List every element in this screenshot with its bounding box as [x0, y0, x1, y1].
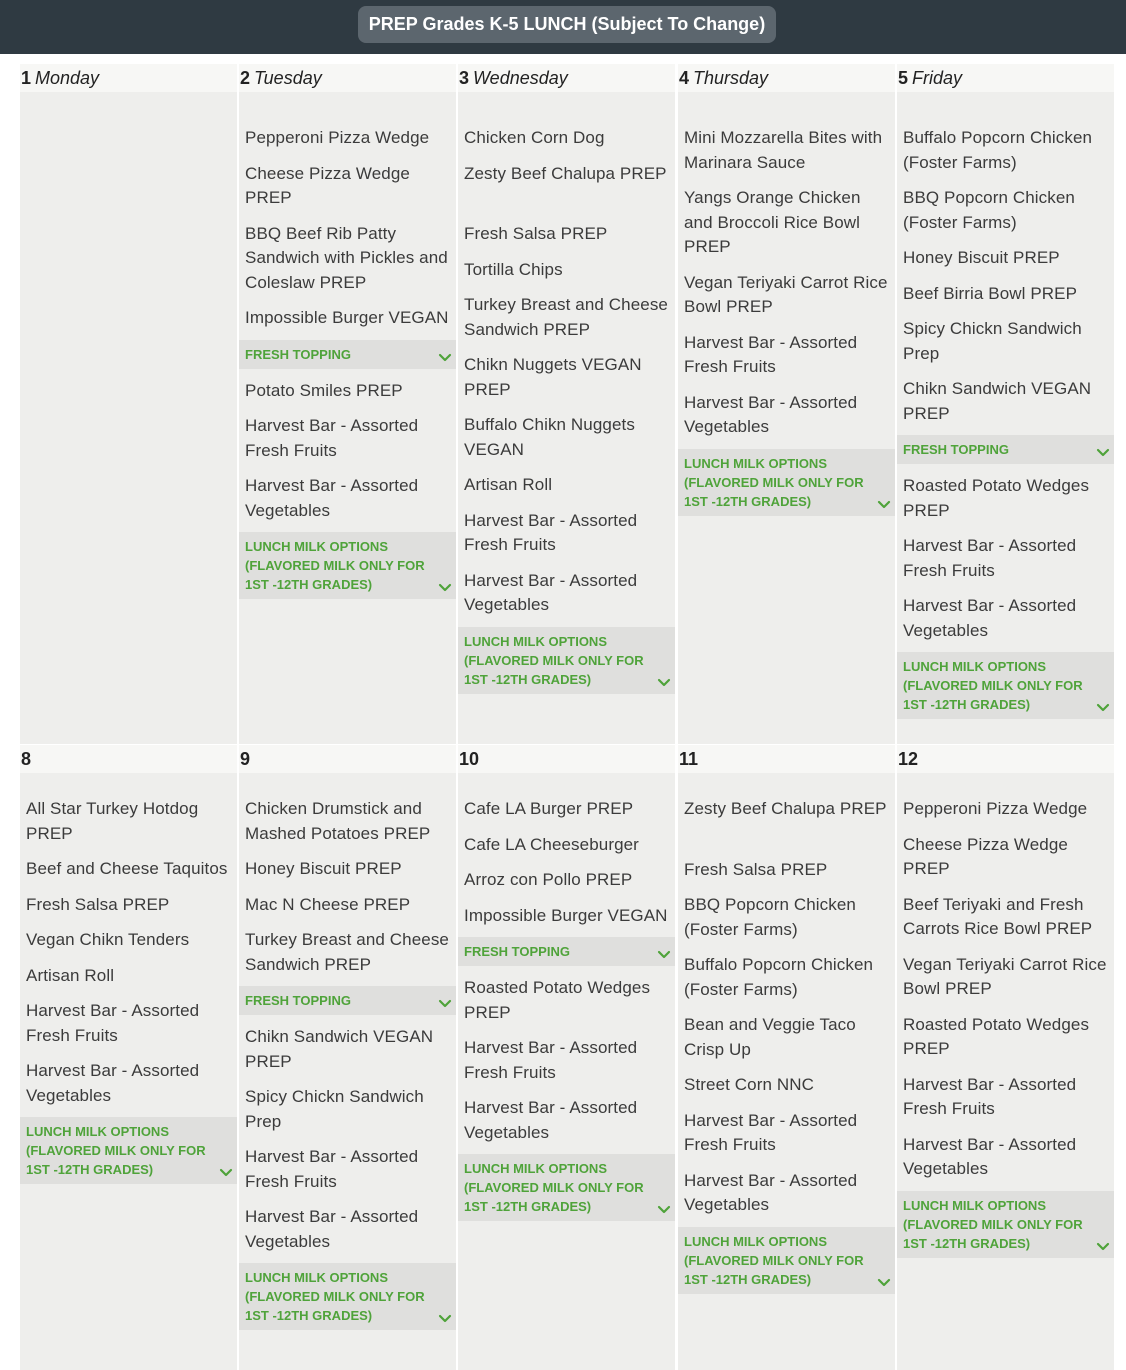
day-number: 9	[240, 749, 251, 769]
menu-item: Harvest Bar - Assorted Fresh Fruits	[684, 1110, 858, 1154]
chevron-down-icon[interactable]	[1096, 702, 1110, 714]
category-toggle[interactable]	[678, 1227, 895, 1294]
category-toggle[interactable]	[239, 1263, 456, 1330]
menu-item: Harvest Bar - Assorted Vegetables	[245, 476, 419, 520]
category-label: LUNCH MILK OPTIONS (FLAVORED MILK ONLY FOR 1ST -12TH GRADES)	[464, 1161, 644, 1214]
menu-item: Zesty Beef Chalupa PREP	[464, 163, 667, 183]
category-toggle[interactable]	[458, 627, 675, 694]
category-toggle[interactable]	[239, 532, 456, 599]
day-number: 10	[459, 749, 480, 769]
category-toggle[interactable]	[678, 449, 895, 516]
menu-item: Buffalo Chikn Nuggets VEGAN	[464, 415, 635, 459]
day-number: 1	[21, 68, 32, 88]
day-header	[897, 64, 1114, 92]
menu-item: Harvest Bar - Assorted Fresh Fruits	[245, 416, 419, 460]
chevron-down-icon[interactable]	[438, 352, 452, 364]
day-cell	[239, 64, 456, 744]
menu-item: Chikn Sandwich VEGAN PREP	[903, 379, 1092, 423]
category-toggle[interactable]	[239, 340, 456, 369]
menu-list	[458, 797, 675, 1231]
day-header	[239, 64, 456, 92]
chevron-down-icon[interactable]	[657, 1204, 671, 1216]
menu-item: Roasted Potato Wedges PREP	[903, 1014, 1090, 1058]
chevron-down-icon[interactable]	[438, 998, 452, 1010]
menu-item: Harvest Bar - Assorted Vegetables	[245, 1207, 419, 1251]
menu-item: Yangs Orange Chicken and Broccoli Rice Bowl PREP	[684, 188, 861, 256]
menu-item: Vegan Teriyaki Carrot Rice Bowl PREP	[903, 954, 1107, 998]
chevron-down-icon[interactable]	[877, 1277, 891, 1289]
menu-item: Honey Biscuit PREP	[903, 248, 1060, 267]
menu-item: Artisan Roll	[464, 475, 553, 494]
menu-item: Artisan Roll	[26, 965, 115, 985]
day-name: Monday	[35, 68, 100, 88]
menu-item: Cheese Pizza Wedge PREP	[903, 834, 1068, 878]
menu-item: Honey Biscuit PREP	[245, 859, 402, 878]
menu-list	[897, 797, 1114, 1268]
day-number: 12	[898, 749, 919, 769]
category-toggle[interactable]	[458, 937, 675, 966]
menu-item: Zesty Beef Chalupa PREP	[684, 799, 887, 818]
day-name: Wednesday	[473, 68, 568, 88]
category-toggle[interactable]	[239, 986, 456, 1015]
menu-item: Harvest Bar - Assorted Vegetables	[684, 1170, 858, 1214]
menu-item: Harvest Bar - Assorted Vegetables	[26, 1061, 200, 1105]
menu-item: Beef and Cheese Taquitos	[26, 859, 228, 878]
menu-item: Roasted Potato Wedges PREP	[903, 476, 1090, 520]
category-toggle[interactable]	[458, 1154, 675, 1221]
page-title[interactable]: PREP Grades K-5 LUNCH (Subject To Change)	[358, 6, 776, 43]
menu-item: Beef Teriyaki and Fresh Carrots Rice Bowl PREP	[903, 894, 1093, 938]
day-cell	[20, 64, 237, 744]
day-header	[897, 745, 1114, 773]
chevron-down-icon[interactable]	[1096, 447, 1110, 459]
menu-item: Pepperoni Pizza Wedge	[903, 799, 1088, 818]
day-name: Tuesday	[254, 68, 322, 88]
spacer	[458, 197, 675, 222]
menu-list	[897, 126, 1114, 729]
day-cell	[678, 745, 895, 1370]
menu-item: Impossible Burger VEGAN	[464, 905, 668, 925]
day-cell	[897, 745, 1114, 1370]
menu-item: BBQ Beef Rib Patty Sandwich with Pickles and Coleslaw PREP	[245, 223, 448, 292]
day-number: 3	[459, 68, 470, 88]
menu-item: Buffalo Popcorn Chicken (Foster Farms)	[903, 128, 1093, 172]
menu-list	[239, 797, 456, 1340]
menu-item: Harvest Bar - Assorted Fresh Fruits	[903, 1074, 1077, 1118]
day-header	[678, 64, 895, 92]
day-header	[239, 745, 456, 773]
category-label: FRESH TOPPING	[245, 993, 351, 1008]
day-header	[20, 64, 237, 92]
category-toggle[interactable]	[897, 1191, 1114, 1258]
menu-item: Beef Birria Bowl PREP	[903, 283, 1078, 303]
menu-item: Street Corn NNC	[684, 1075, 814, 1094]
chevron-down-icon[interactable]	[877, 499, 891, 511]
menu-item: All Star Turkey Hotdog PREP	[26, 799, 199, 843]
day-number: 8	[21, 749, 32, 769]
menu-item: Harvest Bar - Assorted Fresh Fruits	[464, 1038, 638, 1082]
day-name: Thursday	[693, 68, 769, 88]
menu-item: Harvest Bar - Assorted Fresh Fruits	[26, 1001, 200, 1045]
menu-item: Vegan Chikn Tenders	[26, 930, 190, 949]
menu-item: Vegan Teriyaki Carrot Rice Bowl PREP	[684, 272, 888, 316]
menu-item: Mac N Cheese PREP	[245, 894, 411, 914]
menu-item: Harvest Bar - Assorted Fresh Fruits	[684, 332, 858, 376]
menu-item: Fresh Salsa PREP	[464, 224, 608, 243]
menu-item: Impossible Burger VEGAN	[245, 308, 449, 327]
category-label: LUNCH MILK OPTIONS (FLAVORED MILK ONLY FOR 1ST -12TH GRADES)	[245, 1270, 425, 1323]
menu-item: Cheese Pizza Wedge PREP	[245, 163, 410, 207]
day-header	[20, 745, 237, 773]
menu-item: Spicy Chickn Sandwich Prep	[245, 1087, 424, 1131]
day-cell	[458, 64, 675, 744]
menu-list	[678, 797, 895, 1304]
day-cell	[20, 745, 237, 1370]
category-label: FRESH TOPPING	[903, 442, 1009, 457]
menu-list	[678, 126, 895, 526]
menu-item: Chikn Nuggets VEGAN PREP	[464, 355, 642, 399]
menu-item: Cafe LA Cheeseburger	[464, 834, 639, 854]
category-toggle[interactable]	[897, 435, 1114, 464]
chevron-down-icon[interactable]	[657, 949, 671, 961]
chevron-down-icon[interactable]	[438, 1313, 452, 1325]
menu-item: Harvest Bar - Assorted Vegetables	[464, 1098, 638, 1142]
menu-list	[239, 126, 456, 609]
day-header	[458, 745, 675, 773]
menu-item: Chicken Corn Dog	[464, 128, 605, 147]
menu-item: Harvest Bar - Assorted Vegetables	[684, 392, 858, 436]
chevron-down-icon[interactable]	[657, 677, 671, 689]
chevron-down-icon[interactable]	[1096, 1241, 1110, 1253]
menu-item: Harvest Bar - Assorted Vegetables	[903, 1134, 1077, 1178]
menu-item: Turkey Breast and Cheese Sandwich PREP	[464, 295, 668, 339]
category-label: LUNCH MILK OPTIONS (FLAVORED MILK ONLY FOR 1ST -12TH GRADES)	[903, 1197, 1083, 1251]
spacer	[678, 833, 895, 858]
menu-item: Harvest Bar - Assorted Fresh Fruits	[464, 510, 638, 554]
category-label: FRESH TOPPING	[245, 346, 351, 362]
day-number: 11	[679, 749, 699, 769]
chevron-down-icon[interactable]	[438, 582, 452, 594]
category-toggle[interactable]	[897, 652, 1114, 719]
category-label: LUNCH MILK OPTIONS (FLAVORED MILK ONLY FOR 1ST -12TH GRADES)	[26, 1124, 206, 1177]
menu-list	[20, 797, 237, 1194]
day-cell	[458, 745, 675, 1370]
chevron-down-icon[interactable]	[219, 1167, 233, 1179]
menu-item: Harvest Bar - Assorted Vegetables	[903, 596, 1077, 640]
menu-item: Spicy Chickn Sandwich Prep	[903, 319, 1082, 363]
menu-item: Fresh Salsa PREP	[26, 894, 170, 914]
menu-item: Harvest Bar - Assorted Vegetables	[464, 570, 638, 614]
day-name: Friday	[912, 68, 963, 88]
category-label: LUNCH MILK OPTIONS (FLAVORED MILK ONLY FOR 1ST -12TH GRADES)	[684, 1233, 864, 1287]
menu-item: Harvest Bar - Assorted Fresh Fruits	[903, 536, 1077, 580]
calendar-grid	[0, 54, 1126, 1362]
menu-item: Roasted Potato Wedges PREP	[464, 978, 651, 1022]
day-cell	[239, 745, 456, 1370]
menu-item: Harvest Bar - Assorted Fresh Fruits	[245, 1147, 419, 1191]
day-number: 5	[898, 68, 909, 88]
menu-item: Mini Mozzarella Bites with Marinara Sauce	[684, 128, 883, 172]
day-header	[458, 64, 675, 92]
menu-item: BBQ Popcorn Chicken (Foster Farms)	[684, 895, 856, 939]
menu-item: Arroz con Pollo PREP	[464, 870, 633, 889]
day-cell	[678, 64, 895, 744]
menu-item: Buffalo Popcorn Chicken (Foster Farms)	[684, 955, 874, 999]
category-label: FRESH TOPPING	[464, 944, 570, 959]
category-toggle[interactable]	[20, 1117, 237, 1184]
menu-item: Chicken Drumstick and Mashed Potatoes PREP	[245, 799, 431, 843]
menu-item: Fresh Salsa PREP	[684, 859, 828, 879]
header-bar	[0, 0, 1126, 54]
menu-item: Pepperoni Pizza Wedge	[245, 128, 430, 147]
menu-item: Potato Smiles PREP	[245, 380, 403, 400]
menu-item: Chikn Sandwich VEGAN PREP	[245, 1027, 434, 1071]
category-label: LUNCH MILK OPTIONS (FLAVORED MILK ONLY FOR 1ST -12TH GRADES)	[464, 633, 644, 687]
day-number: 2	[240, 68, 251, 88]
day-header	[678, 745, 895, 773]
category-label: LUNCH MILK OPTIONS (FLAVORED MILK ONLY FOR 1ST -12TH GRADES)	[245, 539, 425, 592]
menu-item: Cafe LA Burger PREP	[464, 799, 634, 818]
menu-item: Bean and Veggie Taco Crisp Up	[684, 1015, 856, 1059]
day-number: 4	[679, 68, 690, 88]
category-label: LUNCH MILK OPTIONS (FLAVORED MILK ONLY FOR 1ST -12TH GRADES)	[684, 455, 864, 509]
menu-item: Turkey Breast and Cheese Sandwich PREP	[245, 930, 449, 974]
menu-list	[458, 126, 675, 704]
menu-item: Tortilla Chips	[464, 259, 563, 279]
day-cell	[897, 64, 1114, 744]
menu-item: BBQ Popcorn Chicken (Foster Farms)	[903, 188, 1075, 232]
category-label: LUNCH MILK OPTIONS (FLAVORED MILK ONLY FOR 1ST -12TH GRADES)	[903, 659, 1083, 712]
